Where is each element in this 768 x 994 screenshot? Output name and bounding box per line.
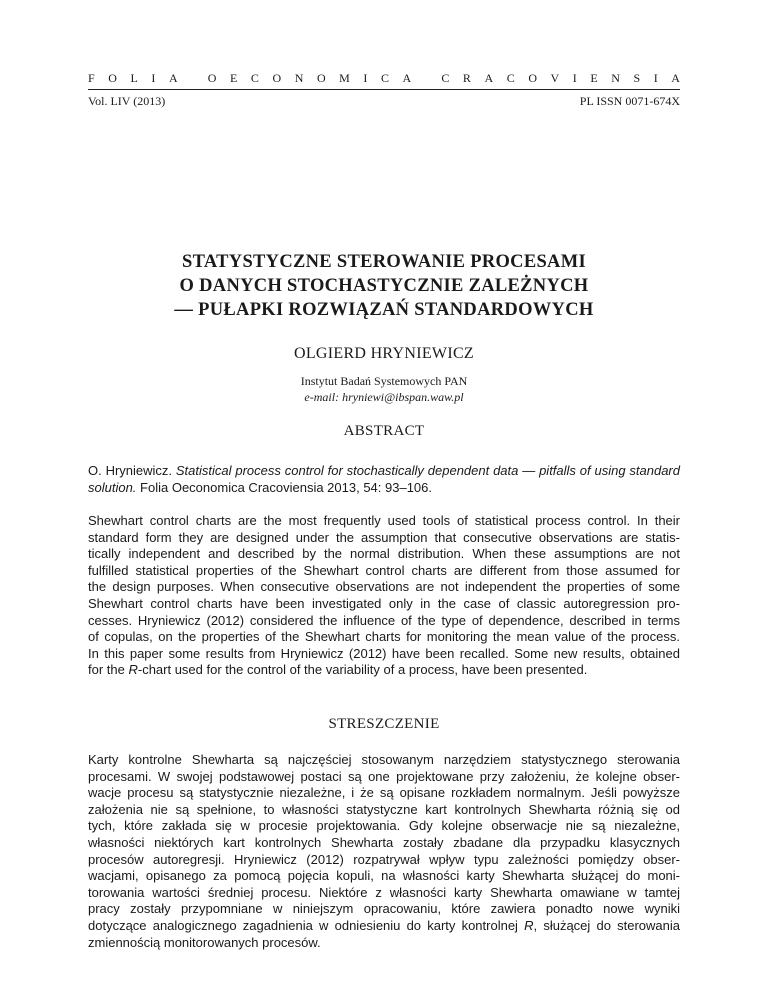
streszczenie-line: założenia nie są spełnione, to własności statystyczne kart kontrolnych Shewharta różnią się od	[88, 801, 680, 817]
journal-name-letter: C	[506, 71, 515, 85]
journal-name-letter: O	[316, 71, 326, 85]
journal-name-letter: L	[130, 71, 138, 85]
abstract-line: fulfilled statistical properties of the Shewhart control charts are different from those assumed for	[88, 562, 680, 578]
streszczenie-line: własności niektórych kart kontrolnych Shewharta zostały zbadane dla przypadku klasycznych	[88, 834, 680, 850]
author-affiliation-block	[88, 373, 680, 405]
abstract-line	[88, 662, 680, 679]
citation-title: Statistical process control for stochastically dependent data — pitfalls of using standard	[175, 463, 680, 478]
streszczenie-line: Karty kontrolne Shewharta są najczęściej stosowanym narzędziem statystycznego sterowania	[88, 752, 680, 767]
streszczenie-line: tych, które zakłada się w procesie projektowania. Gdy kolejne obserwacje nie są niezależne,	[88, 818, 680, 834]
streszczenie-line: procesami. W swojej podstawowej postaci są one projektowane przy założeniu, że kolejne obser-	[88, 768, 680, 784]
streszczenie-text: , służącej do sterowania	[533, 917, 680, 933]
title-line: — PUŁAPKI ROZWIĄZAŃ STANDARDOWYCH	[174, 300, 594, 320]
journal-name-letter: S	[633, 71, 641, 85]
journal-name-letter: C	[250, 71, 259, 85]
streszczenie-line: wacje procesu są statystycznie niezależne, i że są opisane rozkładem normalnym. Jeśli powyższe	[88, 785, 680, 801]
streszczenie-line: torowania wartości średniej procesu. Niektóre z własności karty Shewharta omawiane w tamtej	[88, 884, 680, 900]
journal-name-letter: I	[653, 71, 658, 85]
abstract-line: Shewhart control charts are the most frequently used tools of statistical process control. In their	[88, 513, 680, 528]
citation-title-end: solution.	[88, 479, 137, 495]
abstract-line: standard form they are designed under the assumption that consecutive observations are statis-	[88, 529, 680, 545]
journal-name-letter: A	[402, 71, 412, 85]
abstract-citation	[88, 463, 680, 496]
journal-name-letter: V	[550, 71, 560, 85]
journal-name-letter: N	[294, 71, 304, 85]
issn-label: PL ISSN 0071-674X	[579, 94, 680, 108]
streszczenie-line: zmiennością monitorowanych procesów.	[88, 934, 321, 950]
abstract-line: tically independent and described by the normal distribution. When these assumptions are not	[88, 546, 680, 562]
abstract-line: Shewhart control charts have been investigated only in the case of classic autoregression pro-	[88, 595, 680, 611]
journal-name-letter: O	[207, 71, 217, 85]
journal-name-letter: O	[528, 71, 537, 85]
journal-name	[88, 71, 680, 86]
citation-source: Folia Oeconomica Cracoviensia 2013, 54: 93–106.	[140, 479, 433, 495]
title-line: O DANYCH STOCHASTYCZNIE ZALEŻNYCH	[179, 276, 589, 296]
paper-title	[88, 250, 680, 322]
journal-name-letter: E	[229, 71, 238, 85]
streszczenie-body	[88, 752, 680, 951]
journal-name-gap	[425, 71, 428, 86]
header-rule	[88, 89, 680, 90]
journal-name-letter: I	[572, 71, 577, 85]
streszczenie-heading: STRESZCZENIE	[328, 716, 440, 732]
abstract-text: for the	[88, 662, 129, 678]
journal-name-letter: A	[671, 71, 680, 85]
streszczenie-line: procesów autoregresji. Hryniewicz (2012) rozpatrywał wpływ typu zależności pomiędzy obser-	[88, 851, 680, 867]
journal-name-letter: M	[339, 71, 350, 85]
journal-name-gap	[191, 71, 194, 86]
journal-name-letter: A	[484, 71, 494, 85]
abstract-heading: ABSTRACT	[343, 423, 425, 439]
journal-name-letter: I	[363, 71, 368, 85]
author-name: OLGIERD HRYNIEWICZ	[293, 345, 475, 362]
abstract-line: the design purposes. When consecutive observations are not independent the properties of some	[88, 579, 680, 595]
streszczenie-line	[88, 918, 680, 935]
abstract-line: of copulas, on the properties of the Shewhart charts for monitoring the mean value of the process.	[88, 629, 680, 645]
journal-name-letter: N	[611, 71, 620, 85]
journal-name-letter: O	[108, 71, 117, 85]
journal-name-letter: A	[168, 71, 178, 85]
abstract-italic-symbol: R	[128, 662, 138, 678]
abstract-line: In this paper some results from Hryniewicz (2012) have been recalled. Some new results, obtained	[88, 645, 680, 661]
author-email: e-mail: hryniewi@ibspan.waw.pl	[304, 390, 464, 404]
journal-name-letter: F	[88, 71, 95, 85]
journal-name-letter: C	[380, 71, 389, 85]
citation-author: O. Hryniewicz.	[88, 463, 173, 478]
streszczenie-line: wacjami, opisanego za pomocą pojęcia kopuli, na własności karty Shewharta służącej do moni-	[88, 868, 680, 884]
journal-name-letter: O	[272, 71, 282, 85]
journal-name-letter: R	[462, 71, 471, 85]
abstract-line: cesses. Hryniewicz (2012) considered the influence of the type of dependence, described in terms	[88, 612, 680, 628]
abstract-text: -chart used for the control of the variability of a process, have been presented.	[137, 662, 588, 678]
journal-name-letter: C	[441, 71, 450, 85]
journal-name-letter: I	[151, 71, 156, 85]
citation-line	[88, 480, 680, 497]
citation-line	[88, 463, 680, 480]
streszczenie-line: pracy zostały przypomniane w niniejszym opracowaniu, które zawiera ponadto nowe wyniki	[88, 901, 680, 917]
volume-label: Vol. LIV (2013)	[88, 94, 166, 108]
title-line: STATYSTYCZNE STEROWANIE PROCESAMI	[182, 252, 586, 272]
streszczenie-text: dotyczące analogicznego zagadnienia w odniesieniu do karty kontrolnej	[88, 917, 525, 933]
streszczenie-italic-symbol: R	[524, 917, 534, 933]
journal-name-letter: E	[590, 71, 598, 85]
affiliation: Instytut Badań Systemowych PAN	[300, 374, 468, 388]
abstract-body	[88, 513, 680, 679]
